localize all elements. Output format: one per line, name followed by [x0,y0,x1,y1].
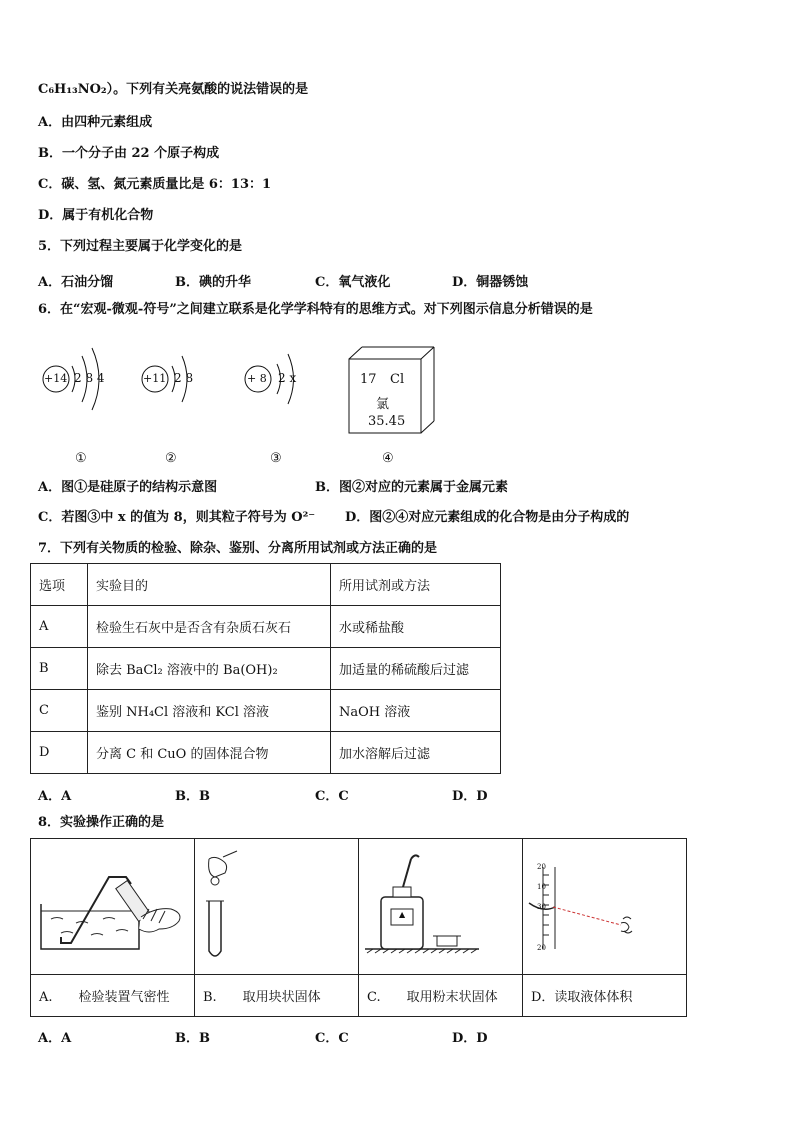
q4-option-d: D．属于有机化合物 [38,208,154,223]
atom3-shells: 2 x [278,371,297,385]
graduated-cylinder-illustration [523,839,686,974]
cylinder-tick-1: 20 [537,863,546,871]
q8-image-row [31,839,687,975]
atom-diagram-3 [243,342,313,422]
q6-stem: 6．在“宏观-微观-符号”之间建立联系是化学学科特有的思维方式。对下列图示信息分析错误的是 [38,302,593,317]
table-header-cell: 选项 [31,564,88,606]
atom2-label: ② [165,451,177,466]
atom3-nucleus: + 8 [247,372,267,385]
table-cell: D [31,732,88,774]
airtightness-check-illustration [31,839,194,974]
table-row [31,606,501,648]
table-cell: 水或稀盐酸 [331,606,501,648]
q4-stem [38,82,308,98]
q8-figure-b [195,839,359,975]
q5-option-d: D．铜器锈蚀 [452,275,529,290]
cylinder-tick-4: 20 [537,944,546,952]
q4-formula: C₆H₁₃NO₂ [38,82,107,97]
table-row [31,690,501,732]
q5-option-c: C．氧气液化 [315,275,391,290]
q8-caption-b: B. 取用块状固体 [195,975,359,1017]
element-cell-diagram [348,346,438,436]
table-cell: NaOH 溶液 [331,690,501,732]
q5-option-b: B．碘的升华 [175,275,251,290]
element-name: 氯 [376,397,390,412]
q7-answer-d: D．D [452,789,488,804]
q8-table [30,838,687,1017]
q8-answer-c: C．C [315,1031,349,1046]
table-cell: A [31,606,88,648]
table-header-cell: 所用试剂或方法 [331,564,501,606]
element-label: ④ [382,451,394,466]
atom1-nucleus: +14 [44,372,68,385]
q8-answer-d: D．D [452,1031,488,1046]
q8-answer-a: A．A [38,1031,72,1046]
table-cell: 检验生石灰中是否含有杂质石灰石 [88,606,331,648]
bottle-label: ▲ [399,910,406,919]
table-cell: 加水溶解后过滤 [331,732,501,774]
q8-answer-b: B．B [175,1031,210,1046]
atom2-nucleus: +11 [143,372,167,385]
table-cell: 鉴别 NH₄Cl 溶液和 KCl 溶液 [88,690,331,732]
table-header-cell: 实验目的 [88,564,331,606]
test-tube-block-solid-illustration [195,839,358,974]
q7-answer-a: A．A [38,789,72,804]
q7-stem: 7．下列有关物质的检验、除杂、鉴别、分离所用试剂或方法正确的是 [38,541,438,556]
table-row [31,732,501,774]
atom3-label: ③ [270,451,282,466]
q5-option-a: A．石油分馏 [38,275,114,290]
element-mass: 35.45 [368,414,406,429]
q7-answer-b: B．B [175,789,210,804]
q6-option-c: C．若图③中 x 的值为 8，则其粒子符号为 O²⁻ [38,510,316,525]
atom1-shells: 2 8 4 [74,371,105,385]
powder-solid-bottle-illustration [359,839,522,974]
cylinder-tick-3: 30 [537,903,546,911]
q8-caption-row [31,975,687,1017]
q8-caption-a: A. 检验装置气密性 [31,975,195,1017]
q8-stem: 8．实验操作正确的是 [38,815,165,830]
element-symbol: Cl [390,372,405,387]
element-number: 17 [360,372,377,387]
q6-option-a: A．图①是硅原子的结构示意图 [38,480,218,495]
table-cell: 加适量的稀硫酸后过滤 [331,648,501,690]
q6-option-d: D．图②④对应元素组成的化合物是由分子构成的 [345,510,630,525]
table-row [31,648,501,690]
q4-option-a: A．由四种元素组成 [38,115,153,130]
q7-answer-c: C．C [315,789,349,804]
q8-caption-c: C. 取用粉末状固体 [359,975,523,1017]
atom2-shells: 2 8 [174,371,194,385]
q8-figure-d [523,839,687,975]
q8-caption-d: D．读取液体体积 [523,975,687,1017]
q4-option-c: C．碳、氢、氮元素质量比是 6：13：1 [38,177,272,192]
table-cell: 分离 C 和 CuO 的固体混合物 [88,732,331,774]
table-header-row [31,564,501,606]
q5-stem: 5．下列过程主要属于化学变化的是 [38,239,243,254]
q6-option-b: B．图②对应的元素属于金属元素 [315,480,508,495]
atom-diagram-2 [140,342,210,422]
atom1-label: ① [75,451,87,466]
table-cell: 除去 BaCl₂ 溶液中的 Ba(OH)₂ [88,648,331,690]
table-cell: B [31,648,88,690]
table-cell: C [31,690,88,732]
q4-option-b: B．一个分子由 22 个原子构成 [38,146,220,161]
q4-stem-tail: ）。下列有关亮氨酸的说法错误的是 [106,82,309,97]
q8-figure-a [31,839,195,975]
atom-diagram-1 [40,342,120,422]
cylinder-tick-2: 10 [537,883,546,891]
q7-table [30,563,501,774]
q8-figure-c [359,839,523,975]
